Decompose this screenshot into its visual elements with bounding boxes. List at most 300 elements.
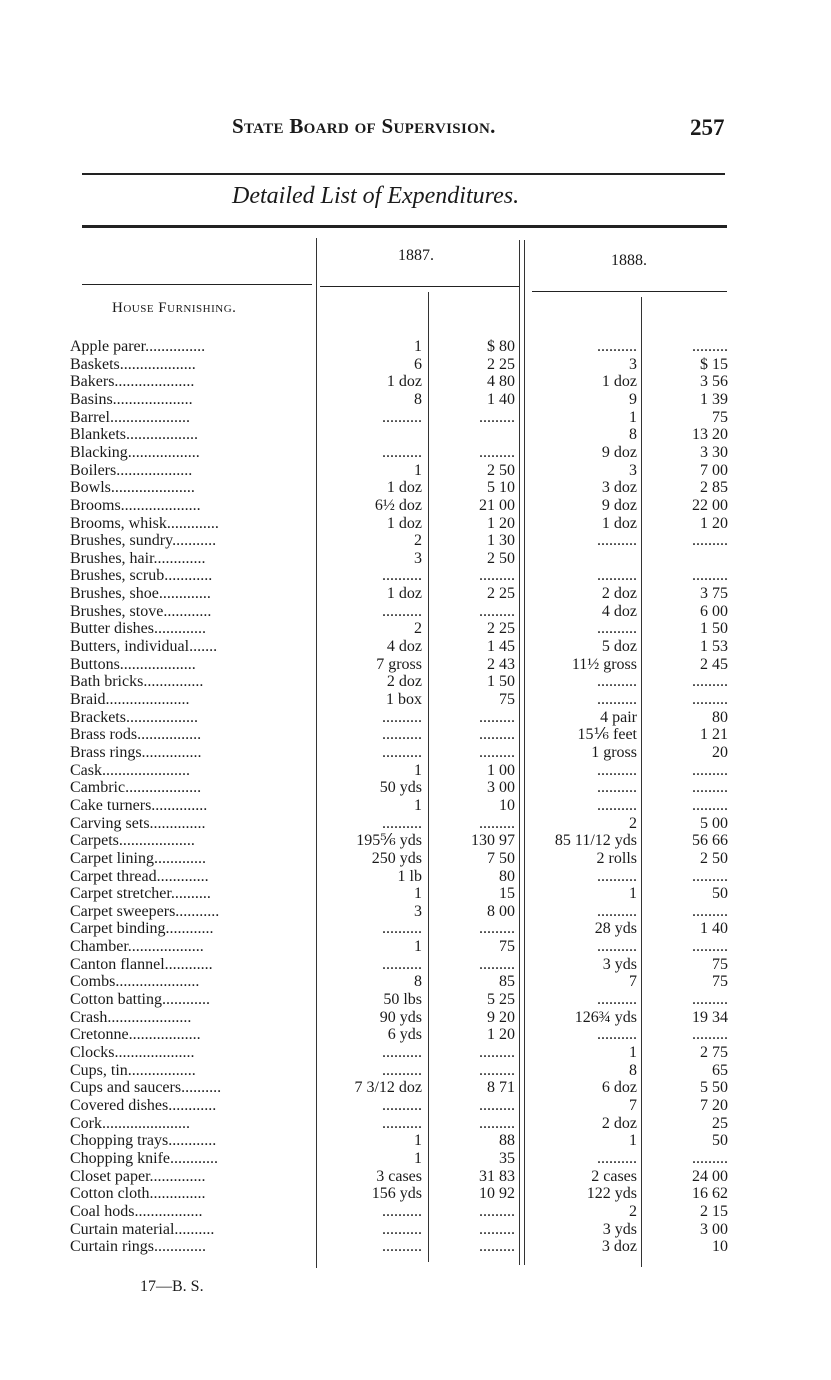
amount-1887: 10 92 bbox=[479, 1185, 515, 1203]
amount-1887: 1 20 bbox=[487, 514, 515, 532]
amount-1887: 10 bbox=[499, 796, 515, 814]
quantity-1887: .......... bbox=[382, 955, 422, 973]
amount-1887: 75 bbox=[499, 691, 515, 708]
quantity-1888: 4 doz bbox=[601, 602, 637, 620]
table-row bbox=[0, 1062, 831, 1080]
amount-1887: 85 bbox=[499, 973, 515, 991]
quantity-1888: 1 bbox=[629, 1132, 637, 1150]
table-row bbox=[0, 868, 831, 886]
quantity-1887: .......... bbox=[382, 920, 422, 938]
quantity-1887: 156 yds bbox=[371, 1185, 422, 1203]
header-underline-1888 bbox=[532, 291, 727, 292]
amount-1887: 21 00 bbox=[479, 496, 515, 514]
amount-1887: ......... bbox=[479, 408, 515, 426]
item-label: Cork...................... bbox=[70, 1114, 190, 1132]
quantity-1888: 3 bbox=[629, 461, 637, 479]
quantity-1888: 1 bbox=[629, 408, 637, 426]
table-row bbox=[0, 356, 831, 374]
quantity-1888: 8 bbox=[629, 426, 637, 444]
quantity-1888: 15⅙ feet bbox=[577, 726, 637, 744]
amount-1888: $ 15 bbox=[700, 355, 728, 373]
quantity-1887: 1 bbox=[414, 885, 422, 903]
item-label: Carpets................... bbox=[70, 832, 195, 850]
item-label: Combs..................... bbox=[70, 973, 200, 991]
item-label: Apple parer............... bbox=[70, 338, 206, 355]
quantity-1888: 1 gross bbox=[591, 743, 637, 761]
table-row bbox=[0, 1150, 831, 1168]
quantity-1888: .......... bbox=[597, 991, 637, 1009]
amount-1887: 3 00 bbox=[487, 779, 515, 797]
table-row bbox=[0, 691, 831, 709]
quantity-1887: 1 bbox=[414, 796, 422, 814]
item-label: Brass rods................ bbox=[70, 726, 202, 744]
signature-mark: 17—B. S. bbox=[140, 1278, 204, 1295]
quantity-1887: .......... bbox=[382, 708, 422, 726]
amount-1888: 13 20 bbox=[692, 426, 728, 444]
item-label: Carving sets.............. bbox=[70, 814, 206, 832]
quantity-1888: 126¾ yds bbox=[574, 1008, 637, 1026]
table-row bbox=[0, 391, 831, 409]
amount-1888: ......... bbox=[692, 779, 728, 797]
quantity-1887: .......... bbox=[382, 567, 422, 585]
amount-1887: 8 71 bbox=[487, 1079, 515, 1097]
item-label: Brass rings............... bbox=[70, 743, 202, 761]
table-row bbox=[0, 1132, 831, 1150]
quantity-1887: 6 yds bbox=[387, 1026, 422, 1044]
quantity-1888: 7 bbox=[629, 1096, 637, 1114]
table-row bbox=[0, 479, 831, 497]
item-label: Brushes, sundry........... bbox=[70, 532, 217, 550]
item-label: Curtain rings............. bbox=[70, 1238, 206, 1256]
table-row bbox=[0, 956, 831, 974]
quantity-1888: 11½ gross bbox=[571, 655, 637, 673]
item-label: Baskets................... bbox=[70, 355, 196, 373]
item-label: Cretonne.................. bbox=[70, 1026, 201, 1044]
quantity-1887: .......... bbox=[382, 408, 422, 426]
amount-1888: ......... bbox=[692, 532, 728, 550]
quantity-1887: .......... bbox=[382, 1061, 422, 1079]
amount-1887: ......... bbox=[479, 567, 515, 585]
amount-1887: ......... bbox=[479, 1238, 515, 1256]
amount-1887: ......... bbox=[479, 1202, 515, 1220]
item-label: Boilers................... bbox=[70, 461, 193, 479]
table-row bbox=[0, 462, 831, 480]
quantity-1887: 50 lbs bbox=[383, 991, 422, 1009]
quantity-1888: 2 bbox=[629, 814, 637, 832]
item-label: Bowls..................... bbox=[70, 479, 195, 497]
table-row bbox=[0, 567, 831, 585]
table-row bbox=[0, 938, 831, 956]
quantity-1887: 1 bbox=[414, 1132, 422, 1150]
quantity-1888: 3 yds bbox=[602, 1220, 637, 1238]
table-row bbox=[0, 585, 831, 603]
quantity-1888: .......... bbox=[597, 532, 637, 550]
amount-1888: 75 bbox=[712, 973, 728, 991]
table-top-rule bbox=[82, 225, 727, 228]
amount-1888: 50 bbox=[712, 885, 728, 903]
table-row bbox=[0, 920, 831, 938]
quantity-1888: 2 doz bbox=[601, 585, 637, 603]
quantity-1887: 50 yds bbox=[379, 779, 422, 797]
amount-1888: 1 53 bbox=[700, 638, 728, 656]
table-row bbox=[0, 709, 831, 727]
item-label: Brushes, scrub............ bbox=[70, 567, 213, 585]
quantity-1888: 9 bbox=[629, 390, 637, 408]
amount-1887: ......... bbox=[479, 743, 515, 761]
amount-1888: 24 00 bbox=[692, 1167, 728, 1185]
amount-1888: 3 00 bbox=[700, 1220, 728, 1238]
quantity-1887: 7 gross bbox=[376, 655, 422, 673]
amount-1887: 2 25 bbox=[487, 355, 515, 373]
amount-1887: 4 80 bbox=[487, 373, 515, 391]
amount-1887: ......... bbox=[479, 955, 515, 973]
quantity-1888: .......... bbox=[597, 567, 637, 585]
quantity-1887: 4 doz bbox=[386, 638, 422, 656]
quantity-1888: 9 doz bbox=[601, 443, 637, 461]
item-label: Brooms, whisk............. bbox=[70, 514, 219, 532]
quantity-1888: 2 bbox=[629, 1202, 637, 1220]
table-row bbox=[0, 444, 831, 462]
amount-1888: 7 20 bbox=[700, 1096, 728, 1114]
amount-1887: 88 bbox=[499, 1132, 515, 1150]
quantity-1887: 195⅚ yds bbox=[356, 832, 422, 850]
amount-1887: 8 00 bbox=[487, 902, 515, 920]
amount-1888: 2 75 bbox=[700, 1044, 728, 1061]
header-underline-left bbox=[82, 284, 312, 285]
amount-1887: ......... bbox=[479, 443, 515, 461]
quantity-1888: .......... bbox=[597, 796, 637, 814]
quantity-1887: .......... bbox=[382, 726, 422, 744]
item-label: Carpet binding............ bbox=[70, 920, 214, 938]
quantity-1887: 8 bbox=[414, 390, 422, 408]
amount-1887: 2 50 bbox=[487, 549, 515, 567]
amount-1888: 3 75 bbox=[700, 585, 728, 603]
amount-1888: ......... bbox=[692, 338, 728, 355]
amount-1888: 65 bbox=[712, 1061, 728, 1079]
quantity-1888: 3 doz bbox=[601, 479, 637, 497]
table-row bbox=[0, 1009, 831, 1027]
table-row bbox=[0, 1168, 831, 1186]
amount-1888: 1 20 bbox=[700, 514, 728, 532]
item-label: Curtain material.......... bbox=[70, 1220, 215, 1238]
amount-1887: 1 00 bbox=[487, 761, 515, 779]
table-row bbox=[0, 656, 831, 674]
amount-1888: 25 bbox=[712, 1114, 728, 1132]
amount-1887: 2 50 bbox=[487, 461, 515, 479]
amount-1888: 80 bbox=[712, 708, 728, 726]
quantity-1887: 3 cases bbox=[376, 1167, 422, 1185]
quantity-1887: .......... bbox=[382, 1238, 422, 1256]
quantity-1887: 3 bbox=[414, 902, 422, 920]
quantity-1887: 1 doz bbox=[386, 373, 422, 391]
item-label: Closet paper.............. bbox=[70, 1167, 206, 1185]
amount-1887: ......... bbox=[479, 602, 515, 620]
amount-1887: 1 30 bbox=[487, 532, 515, 550]
quantity-1887: 8 bbox=[414, 973, 422, 991]
item-label: Cups and saucers.......... bbox=[70, 1079, 222, 1097]
quantity-1887: .......... bbox=[382, 1220, 422, 1238]
table-row bbox=[0, 550, 831, 568]
item-label: Barrel.................... bbox=[70, 408, 190, 426]
table-row bbox=[0, 409, 831, 427]
amount-1888: 1 39 bbox=[700, 390, 728, 408]
amount-1888: 50 bbox=[712, 1132, 728, 1150]
table-row bbox=[0, 620, 831, 638]
amount-1888: 56 66 bbox=[692, 832, 728, 850]
item-label: Canton flannel............ bbox=[70, 955, 213, 973]
item-label: Cambric................... bbox=[70, 779, 202, 797]
page-number: 257 bbox=[690, 115, 725, 140]
amount-1887: 1 50 bbox=[487, 673, 515, 691]
item-label: Carpet thread............. bbox=[70, 867, 209, 885]
amount-1887: ......... bbox=[479, 1044, 515, 1061]
amount-1888: ......... bbox=[692, 761, 728, 779]
table-row bbox=[0, 832, 831, 850]
amount-1887: 75 bbox=[499, 938, 515, 956]
quantity-1888: .......... bbox=[597, 673, 637, 691]
item-label: Butter dishes............. bbox=[70, 620, 206, 638]
amount-1887: 80 bbox=[499, 867, 515, 885]
item-label: Butters, individual....... bbox=[70, 638, 218, 656]
amount-1887: 35 bbox=[499, 1149, 515, 1167]
amount-1887: ......... bbox=[479, 1114, 515, 1132]
quantity-1888: 1 doz bbox=[601, 514, 637, 532]
quantity-1888: 122 yds bbox=[586, 1185, 637, 1203]
amount-1887: 15 bbox=[499, 885, 515, 903]
table-row bbox=[0, 1203, 831, 1221]
quantity-1887: 1 doz bbox=[386, 479, 422, 497]
quantity-1887: 1 bbox=[414, 1149, 422, 1167]
year-1888-heading: 1888. bbox=[611, 252, 647, 269]
amount-1888: 1 21 bbox=[700, 726, 728, 744]
item-label: Braid..................... bbox=[70, 691, 190, 708]
quantity-1888: 1 doz bbox=[601, 373, 637, 391]
amount-1887: ......... bbox=[479, 1096, 515, 1114]
amount-1888: 1 40 bbox=[700, 920, 728, 938]
quantity-1887: 1 box bbox=[386, 691, 422, 708]
amount-1888: ......... bbox=[692, 1149, 728, 1167]
quantity-1887: .......... bbox=[382, 1202, 422, 1220]
table-row bbox=[0, 744, 831, 762]
item-label: Carpet sweepers........... bbox=[70, 902, 220, 920]
table-row bbox=[0, 1185, 831, 1203]
item-label: Clocks.................... bbox=[70, 1044, 195, 1061]
table-row bbox=[0, 515, 831, 533]
quantity-1888: .......... bbox=[597, 902, 637, 920]
table-row bbox=[0, 426, 831, 444]
amount-1887: 2 25 bbox=[487, 585, 515, 603]
amount-1887: 130 97 bbox=[471, 832, 515, 850]
item-label: Brushes, hair............. bbox=[70, 549, 206, 567]
top-rule bbox=[82, 173, 725, 175]
amount-1888: 2 50 bbox=[700, 849, 728, 867]
quantity-1887: 6 bbox=[414, 355, 422, 373]
amount-1887: 5 25 bbox=[487, 991, 515, 1009]
running-header-title: State Board of Supervision. bbox=[232, 114, 496, 138]
quantity-1888: 7 bbox=[629, 973, 637, 991]
table-row bbox=[0, 991, 831, 1009]
amount-1888: 2 85 bbox=[700, 479, 728, 497]
amount-1888: 10 bbox=[712, 1238, 728, 1256]
amount-1888: ......... bbox=[692, 867, 728, 885]
quantity-1888: 3 bbox=[629, 355, 637, 373]
item-label: Cotton cloth.............. bbox=[70, 1185, 206, 1203]
amount-1888: ......... bbox=[692, 1026, 728, 1044]
table-row bbox=[0, 1221, 831, 1239]
quantity-1888: .......... bbox=[597, 779, 637, 797]
table-row bbox=[0, 1097, 831, 1115]
quantity-1888: .......... bbox=[597, 691, 637, 708]
quantity-1888: .......... bbox=[597, 1149, 637, 1167]
quantity-1887: 3 bbox=[414, 549, 422, 567]
table-row bbox=[0, 797, 831, 815]
quantity-1887: 1 doz bbox=[386, 585, 422, 603]
section-heading: House Furnishing. bbox=[112, 300, 237, 316]
item-label: Chamber................... bbox=[70, 938, 204, 956]
table-row bbox=[0, 373, 831, 391]
document-subtitle: Detailed List of Expenditures. bbox=[232, 183, 520, 209]
quantity-1887: .......... bbox=[382, 814, 422, 832]
item-label: Cake turners.............. bbox=[70, 796, 208, 814]
amount-1888: ......... bbox=[692, 691, 728, 708]
table-row bbox=[0, 497, 831, 515]
quantity-1888: 2 cases bbox=[591, 1167, 637, 1185]
quantity-1888: 5 doz bbox=[601, 638, 637, 656]
amount-1888: ......... bbox=[692, 902, 728, 920]
quantity-1887: .......... bbox=[382, 1044, 422, 1061]
item-label: Cups, tin................. bbox=[70, 1061, 196, 1079]
item-label: Brooms.................... bbox=[70, 496, 201, 514]
table-row bbox=[0, 779, 831, 797]
table-row bbox=[0, 603, 831, 621]
table-row bbox=[0, 1026, 831, 1044]
quantity-1888: 2 rolls bbox=[596, 849, 637, 867]
quantity-1887: 1 doz bbox=[386, 514, 422, 532]
table-row bbox=[0, 726, 831, 744]
quantity-1887: 1 lb bbox=[397, 867, 422, 885]
item-label: Chopping trays............ bbox=[70, 1132, 217, 1150]
quantity-1887: 1 bbox=[414, 938, 422, 956]
table-row bbox=[0, 885, 831, 903]
amount-1887: ......... bbox=[479, 708, 515, 726]
amount-1888: ......... bbox=[692, 567, 728, 585]
quantity-1888: .......... bbox=[597, 938, 637, 956]
amount-1888: 3 30 bbox=[700, 443, 728, 461]
quantity-1888: .......... bbox=[597, 338, 637, 355]
amount-1888: 2 15 bbox=[700, 1202, 728, 1220]
amount-1888: ......... bbox=[692, 991, 728, 1009]
table-row bbox=[0, 673, 831, 691]
item-label: Brushes, stove............ bbox=[70, 602, 212, 620]
amount-1888: 22 00 bbox=[692, 496, 728, 514]
quantity-1887: .......... bbox=[382, 743, 422, 761]
quantity-1888: 85 11/12 yds bbox=[554, 832, 637, 850]
amount-1887: ......... bbox=[479, 814, 515, 832]
quantity-1887: 1 bbox=[414, 338, 422, 355]
table-row bbox=[0, 1115, 831, 1133]
quantity-1888: 4 pair bbox=[600, 708, 637, 726]
amount-1887: 1 20 bbox=[487, 1026, 515, 1044]
quantity-1888: 3 yds bbox=[602, 955, 637, 973]
item-label: Bakers.................... bbox=[70, 373, 195, 391]
quantity-1887: 1 bbox=[414, 461, 422, 479]
amount-1888: 3 56 bbox=[700, 373, 728, 391]
item-label: Brushes, shoe............. bbox=[70, 585, 211, 603]
item-label: Buttons................... bbox=[70, 655, 196, 673]
quantity-1887: 250 yds bbox=[371, 849, 422, 867]
quantity-1887: 2 bbox=[414, 532, 422, 550]
amount-1888: 6 00 bbox=[700, 602, 728, 620]
amount-1888: 19 34 bbox=[692, 1008, 728, 1026]
amount-1887: 1 45 bbox=[487, 638, 515, 656]
table-row bbox=[0, 532, 831, 550]
table-row bbox=[0, 903, 831, 921]
item-label: Chopping knife............ bbox=[70, 1149, 218, 1167]
quantity-1887: 1 bbox=[414, 761, 422, 779]
amount-1888: 75 bbox=[712, 408, 728, 426]
table-row bbox=[0, 815, 831, 833]
quantity-1887: 6½ doz bbox=[374, 496, 422, 514]
quantity-1888: 2 doz bbox=[601, 1114, 637, 1132]
quantity-1887: 2 doz bbox=[386, 673, 422, 691]
quantity-1887: .......... bbox=[382, 602, 422, 620]
amount-1887: 7 50 bbox=[487, 849, 515, 867]
item-label: Blacking.................. bbox=[70, 443, 200, 461]
amount-1887: 1 40 bbox=[487, 390, 515, 408]
amount-1888: 5 50 bbox=[700, 1079, 728, 1097]
table-row bbox=[0, 1044, 831, 1062]
quantity-1888: .......... bbox=[597, 867, 637, 885]
quantity-1888: 3 doz bbox=[601, 1238, 637, 1256]
amount-1888: 7 00 bbox=[700, 461, 728, 479]
quantity-1888: .......... bbox=[597, 761, 637, 779]
item-label: Brackets.................. bbox=[70, 708, 198, 726]
amount-1887: 31 83 bbox=[479, 1167, 515, 1185]
quantity-1887: .......... bbox=[382, 1096, 422, 1114]
amount-1888: 1 50 bbox=[700, 620, 728, 638]
amount-1887: ......... bbox=[479, 1061, 515, 1079]
amount-1887: ......... bbox=[479, 1220, 515, 1238]
quantity-1888: 9 doz bbox=[601, 496, 637, 514]
quantity-1888: .......... bbox=[597, 1026, 637, 1044]
table-row bbox=[0, 1079, 831, 1097]
year-1887-heading: 1887. bbox=[398, 247, 434, 264]
amount-1888: ......... bbox=[692, 938, 728, 956]
quantity-1888: 1 bbox=[629, 885, 637, 903]
amount-1887: ......... bbox=[479, 920, 515, 938]
quantity-1887: .......... bbox=[382, 1114, 422, 1132]
item-label: Coal hods................. bbox=[70, 1202, 203, 1220]
item-label: Basins.................... bbox=[70, 390, 193, 408]
table-row bbox=[0, 973, 831, 991]
table-row bbox=[0, 1238, 831, 1256]
quantity-1888: 1 bbox=[629, 1044, 637, 1061]
quantity-1888: 28 yds bbox=[594, 920, 637, 938]
item-label: Cask...................... bbox=[70, 761, 190, 779]
amount-1887: 5 10 bbox=[487, 479, 515, 497]
item-label: Bath bricks............... bbox=[70, 673, 204, 691]
quantity-1887: 2 bbox=[414, 620, 422, 638]
item-label: Blankets.................. bbox=[70, 426, 198, 444]
amount-1887: $ 80 bbox=[487, 338, 515, 355]
amount-1888: 5 00 bbox=[700, 814, 728, 832]
table-row bbox=[0, 850, 831, 868]
amount-1888: ......... bbox=[692, 673, 728, 691]
amount-1888: 20 bbox=[712, 743, 728, 761]
amount-1888: ......... bbox=[692, 796, 728, 814]
item-label: Carpet lining............. bbox=[70, 849, 206, 867]
quantity-1888: .......... bbox=[597, 620, 637, 638]
